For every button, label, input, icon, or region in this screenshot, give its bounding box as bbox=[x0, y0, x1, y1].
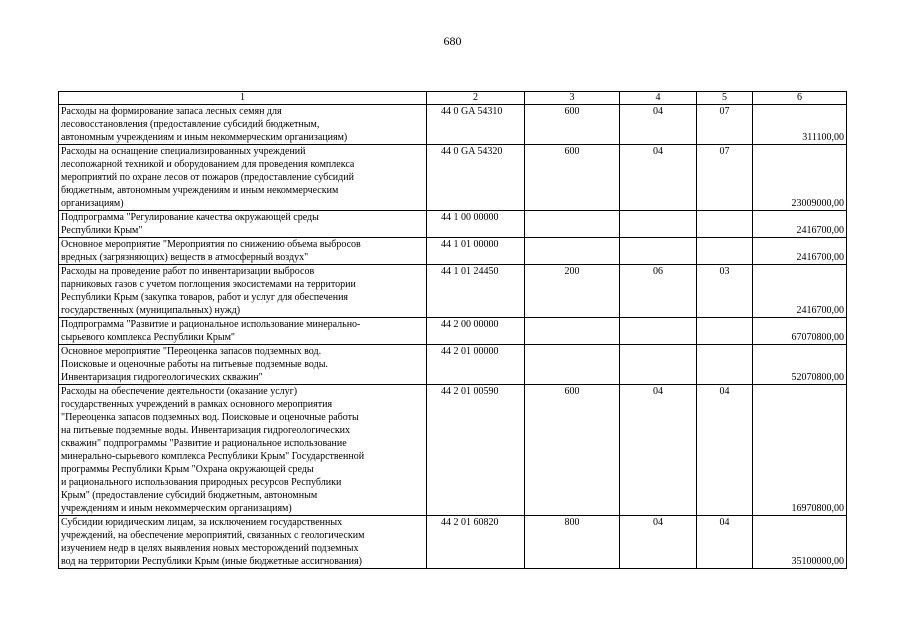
header-col-4: 4 bbox=[620, 92, 697, 105]
row-pr: 07 bbox=[697, 105, 753, 145]
row-code: 44 0 GA 54320 bbox=[427, 145, 525, 211]
header-col-3: 3 bbox=[525, 92, 620, 105]
row-sum: 23009000,00 bbox=[753, 145, 847, 211]
header-col-5: 5 bbox=[697, 92, 753, 105]
row-sum: 2416700,00 bbox=[753, 265, 847, 318]
row-vr: 600 bbox=[525, 385, 620, 516]
row-pr bbox=[697, 345, 753, 385]
row-vr: 800 bbox=[525, 516, 620, 569]
row-pr: 07 bbox=[697, 145, 753, 211]
row-vr bbox=[525, 345, 620, 385]
row-name: Расходы на оснащение специализированных учреждений лесопожарной техникой и оборудованием для проведения комплекса мероприятий по охране лесов от пожаров (предоставление субсидий бюджетным, автономным учреждениям и иным некоммерческим организациям) bbox=[59, 145, 427, 211]
table-row bbox=[59, 265, 847, 318]
row-vr: 600 bbox=[525, 105, 620, 145]
row-vr: 200 bbox=[525, 265, 620, 318]
row-sum: 67070800,00 bbox=[753, 318, 847, 345]
row-sum: 2416700,00 bbox=[753, 211, 847, 238]
row-name: Подпрограмма "Регулирование качества окружающей среды Республики Крым" bbox=[59, 211, 427, 238]
table-row bbox=[59, 516, 847, 569]
row-pr bbox=[697, 238, 753, 265]
row-vr: 600 bbox=[525, 145, 620, 211]
budget-table bbox=[58, 91, 847, 569]
row-sum: 52070800,00 bbox=[753, 345, 847, 385]
table-row bbox=[59, 105, 847, 145]
row-name: Основное мероприятие "Мероприятия по снижению объема выбросов вредных (загрязняющих) веществ в атмосферный воздух" bbox=[59, 238, 427, 265]
row-sum: 35100000,00 bbox=[753, 516, 847, 569]
row-name: Субсидии юридическим лицам, за исключением государственных учреждений, на обеспечение мероприятий, связанных с геологическим изучением недр в целях выявления новых месторождений подземных вод на территории Республики Крым (иные бюджетные ассигнования) bbox=[59, 516, 427, 569]
row-code: 44 0 GA 54310 bbox=[427, 105, 525, 145]
row-sum: 16970800,00 bbox=[753, 385, 847, 516]
row-code: 44 1 01 24450 bbox=[427, 265, 525, 318]
row-rz bbox=[620, 238, 697, 265]
header-col-1: 1 bbox=[59, 92, 427, 105]
header-col-2: 2 bbox=[427, 92, 525, 105]
table-row bbox=[59, 345, 847, 385]
row-pr: 03 bbox=[697, 265, 753, 318]
row-rz: 06 bbox=[620, 265, 697, 318]
row-name: Расходы на формирование запаса лесных семян для лесовосстановления (предоставление субсидий бюджетным, автономным учреждениям и иным некоммерческим организациям) bbox=[59, 105, 427, 145]
row-pr: 04 bbox=[697, 385, 753, 516]
row-code: 44 2 01 00590 bbox=[427, 385, 525, 516]
row-vr bbox=[525, 238, 620, 265]
table-row bbox=[59, 238, 847, 265]
header-col-6: 6 bbox=[753, 92, 847, 105]
row-pr: 04 bbox=[697, 516, 753, 569]
row-name: Расходы на проведение работ по инвентаризации выбросов парниковых газов с учетом поглощения экосистемами на территории Республики Крым (закупка товаров, работ и услуг для обеспечения государственных (муниципальных) нужд) bbox=[59, 265, 427, 318]
row-name: Подпрограмма "Развитие и рациональное использование минерально- сырьевого комплекса Республики Крым" bbox=[59, 318, 427, 345]
header-row bbox=[59, 92, 847, 105]
row-rz bbox=[620, 211, 697, 238]
row-sum: 2416700,00 bbox=[753, 238, 847, 265]
row-rz bbox=[620, 345, 697, 385]
row-sum: 311100,00 bbox=[753, 105, 847, 145]
row-pr bbox=[697, 318, 753, 345]
table-row bbox=[59, 318, 847, 345]
row-rz bbox=[620, 318, 697, 345]
row-name: Основное мероприятие "Переоценка запасов подземных вод. Поисковые и оценочные работы на питьевые подземные воды. Инвентаризация гидрогеологических скважин" bbox=[59, 345, 427, 385]
row-rz: 04 bbox=[620, 145, 697, 211]
row-rz: 04 bbox=[620, 516, 697, 569]
row-pr bbox=[697, 211, 753, 238]
table-row bbox=[59, 145, 847, 211]
row-vr bbox=[525, 318, 620, 345]
row-rz: 04 bbox=[620, 385, 697, 516]
page-number: 680 bbox=[443, 34, 462, 48]
row-code: 44 2 00 00000 bbox=[427, 318, 525, 345]
row-rz: 04 bbox=[620, 105, 697, 145]
row-code: 44 2 01 60820 bbox=[427, 516, 525, 569]
row-name: Расходы на обеспечение деятельности (оказание услуг) государственных учреждений в рамках основного мероприятия "Переоценка запасов подземных вод. Поисковые и оценочные работы на питьевые подземные воды. Инвентаризация гидрогеологических скважин" подпрограммы "Развитие и рациональное использование минерально-сырьевого комплекса Республики Крым" Государственной программы Республики Крым "Охрана окружающей среды и рационального использования природных ресурсов Республики Крым" (предоставление субсидий бюджетным, автономным учреждениям и иным некоммерческим организациям) bbox=[59, 385, 427, 516]
table-row bbox=[59, 211, 847, 238]
row-code: 44 1 01 00000 bbox=[427, 238, 525, 265]
table-row bbox=[59, 385, 847, 516]
row-vr bbox=[525, 211, 620, 238]
row-code: 44 2 01 00000 bbox=[427, 345, 525, 385]
row-code: 44 1 00 00000 bbox=[427, 211, 525, 238]
